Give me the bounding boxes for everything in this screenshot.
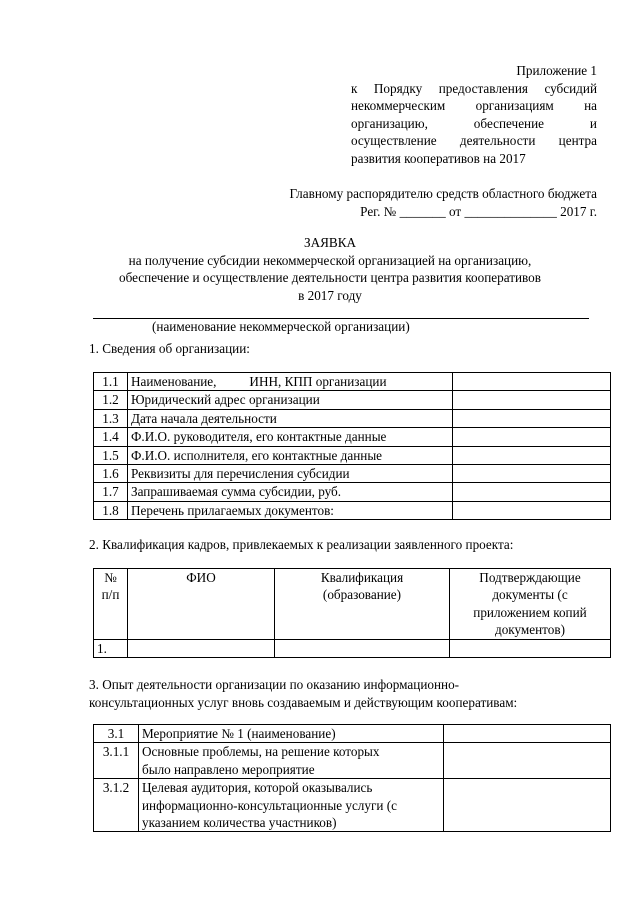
row-value: [444, 743, 611, 779]
table-row: [94, 373, 611, 391]
table-row: [94, 483, 611, 501]
row-description-line: указанием количества участников): [142, 815, 337, 831]
row-value: [453, 391, 611, 409]
appendix-block: [351, 62, 597, 168]
table-row: [94, 743, 611, 779]
row-number: 1.: [94, 639, 128, 657]
row-number: 3.1: [94, 725, 139, 743]
table-row: [94, 428, 611, 446]
appendix-line: организацию, обеспечение и: [351, 115, 597, 131]
row-value: [453, 483, 611, 501]
header-fio: ФИО: [128, 569, 275, 640]
row-description-line: Мероприятие № 1 (наименование): [142, 726, 336, 741]
row-label: Дата начала деятельности: [128, 409, 453, 427]
row-description: [139, 725, 444, 743]
heading-title: ЗАЯВКА: [303, 235, 357, 250]
table-row: [94, 501, 611, 519]
addressee-block: [200, 185, 597, 220]
row-number: 1.5: [94, 446, 128, 464]
row-number: 1.7: [94, 483, 128, 501]
row-value: [453, 446, 611, 464]
row-description: [139, 743, 444, 779]
row-number: 1.1: [94, 373, 128, 391]
heading-line: в 2017 году: [298, 287, 362, 303]
row-value: [453, 373, 611, 391]
row-label: Ф.И.О. исполнителя, его контактные данные: [128, 446, 453, 464]
row-value: [453, 501, 611, 519]
row-qualification: [275, 639, 450, 657]
row-number: 1.2: [94, 391, 128, 409]
row-description-line: Целевая аудитория, которой оказывались: [142, 780, 373, 796]
row-label: Перечень прилагаемых документов:: [128, 501, 453, 519]
row-number: 1.3: [94, 409, 128, 427]
section-1-title: 1. Сведения об организации:: [89, 341, 250, 356]
heading-line: обеспечение и осуществление деятельности центра развития кооперативов: [118, 270, 542, 286]
organization-info-table: [93, 372, 611, 520]
registration-line: Рег. № _______ от ______________ 2017 г.: [360, 203, 597, 219]
table-row: [94, 465, 611, 483]
row-fio: [128, 639, 275, 657]
table-row: [94, 639, 611, 657]
addressee-line: Главному распорядителю средств областного бюджета: [289, 186, 597, 201]
header-qualification: Квалификация (образование): [275, 569, 450, 640]
row-number: 3.1.2: [94, 779, 139, 832]
row-number: 3.1.1: [94, 743, 139, 779]
row-value: [444, 779, 611, 832]
row-label: Ф.И.О. руководителя, его контактные данные: [128, 428, 453, 446]
appendix-line: некоммерческим организациям на: [351, 98, 597, 114]
row-label: Реквизиты для перечисления субсидии: [128, 465, 453, 483]
table-row: [94, 446, 611, 464]
row-label: Запрашиваемая сумма субсидии, руб.: [128, 483, 453, 501]
row-description-line: было направлено мероприятие: [142, 761, 315, 777]
row-value: [444, 725, 611, 743]
row-number: 1.6: [94, 465, 128, 483]
experience-table: [93, 724, 611, 832]
appendix-title: Приложение 1: [516, 63, 597, 78]
heading-line: на получение субсидии некоммерческой организацией на организацию,: [128, 252, 532, 268]
appendix-line: развития кооперативов на 2017: [351, 150, 526, 166]
row-value: [453, 428, 611, 446]
row-description-line: Основные проблемы, на решение которых: [142, 744, 380, 760]
table-header-row: [94, 569, 611, 640]
row-label: Наименование, ИНН, КПП организации: [128, 373, 453, 391]
staff-qualification-table: [93, 568, 611, 658]
row-documents: [450, 639, 611, 657]
section-3-title: 3. Опыт деятельности организации по оказанию информационно- консультационных услуг вновь создаваемым и действующим кооперативам:: [89, 677, 518, 710]
row-description-line: информационно-консультационные услуги (с: [142, 797, 397, 813]
table-row: [94, 725, 611, 743]
row-value: [453, 465, 611, 483]
appendix-line: к Порядку предоставления субсидий: [351, 80, 597, 96]
row-label: Юридический адрес организации: [128, 391, 453, 409]
row-number: 1.4: [94, 428, 128, 446]
row-description: [139, 779, 444, 832]
table-row: [94, 779, 611, 832]
org-name-caption: (наименование некоммерческой организации): [152, 319, 410, 334]
section-2-title: 2. Квалификация кадров, привлекаемых к реализации заявленного проекта:: [89, 537, 514, 552]
row-number: 1.8: [94, 501, 128, 519]
header-documents: Подтверждающие документы (с приложением копий документов): [450, 569, 611, 640]
application-heading: [70, 234, 590, 304]
row-value: [453, 409, 611, 427]
appendix-line: осуществление деятельности центра: [351, 133, 597, 149]
table-row: [94, 391, 611, 409]
table-row: [94, 409, 611, 427]
header-num: № п/п: [94, 569, 128, 640]
